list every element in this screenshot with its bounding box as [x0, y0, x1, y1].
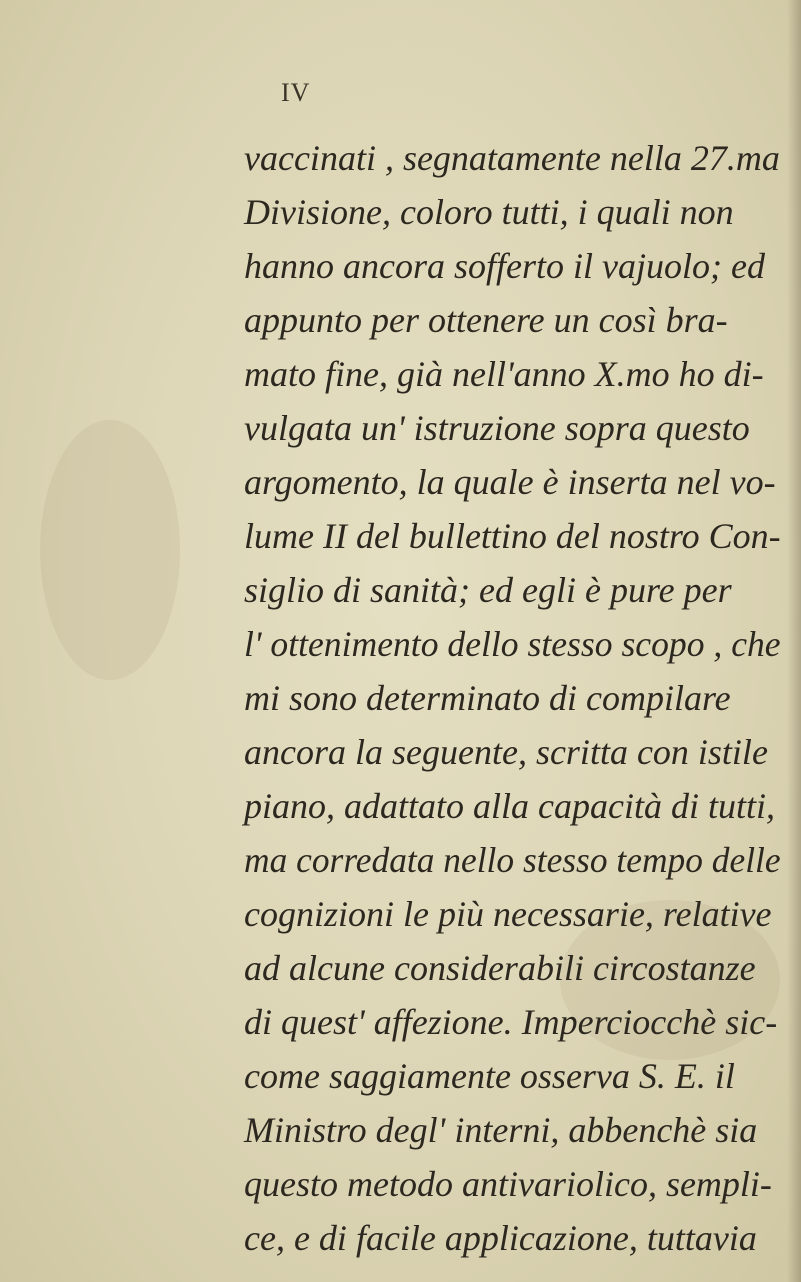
text-line: ce, e di facile applicazione, tuttavia [244, 1218, 757, 1258]
text-line: l' ottenimento dello stesso scopo , che [244, 624, 781, 664]
text-line: piano, adattato alla capacità di tutti, [244, 786, 775, 826]
text-line: Ministro degl' interni, abbenchè sia [244, 1110, 758, 1150]
text-line: lume II del bullettino del nostro Con- [244, 516, 781, 556]
text-line: siglio di sanità; ed egli è pure per [244, 570, 732, 610]
text-line: vulgata un' istruzione sopra questo [244, 408, 750, 448]
page-number: IV [281, 78, 311, 107]
text-line: argomento, la quale è inserta nel vo- [244, 462, 776, 502]
text-line: mato fine, già nell'anno X.mo ho di- [244, 354, 764, 394]
text-line: mi sono determinato di compilare [244, 678, 731, 718]
text-line: ad alcune considerabili circostanze [244, 948, 756, 988]
text-line: di quest' affezione. Imperciocchè sic- [244, 1002, 778, 1042]
text-line: vaccinati , segnatamente nella 27.ma [244, 138, 780, 178]
text-line: come saggiamente osserva S. E. il [244, 1056, 735, 1096]
text-line: appunto per ottenere un così bra- [244, 300, 728, 340]
text-line: ma corredata nello stesso tempo delle [244, 840, 781, 880]
text-line: questo metodo antivariolico, sempli- [244, 1164, 772, 1204]
page-edge-shadow [787, 0, 801, 1282]
text-line: cognizioni le più necessarie, relative [244, 894, 772, 934]
paper-stain [40, 420, 180, 680]
text-line: Divisione, coloro tutti, i quali non [244, 192, 734, 232]
text-line: hanno ancora sofferto il vajuolo; ed [244, 246, 765, 286]
text-line: ancora la seguente, scritta con istile [244, 732, 768, 772]
